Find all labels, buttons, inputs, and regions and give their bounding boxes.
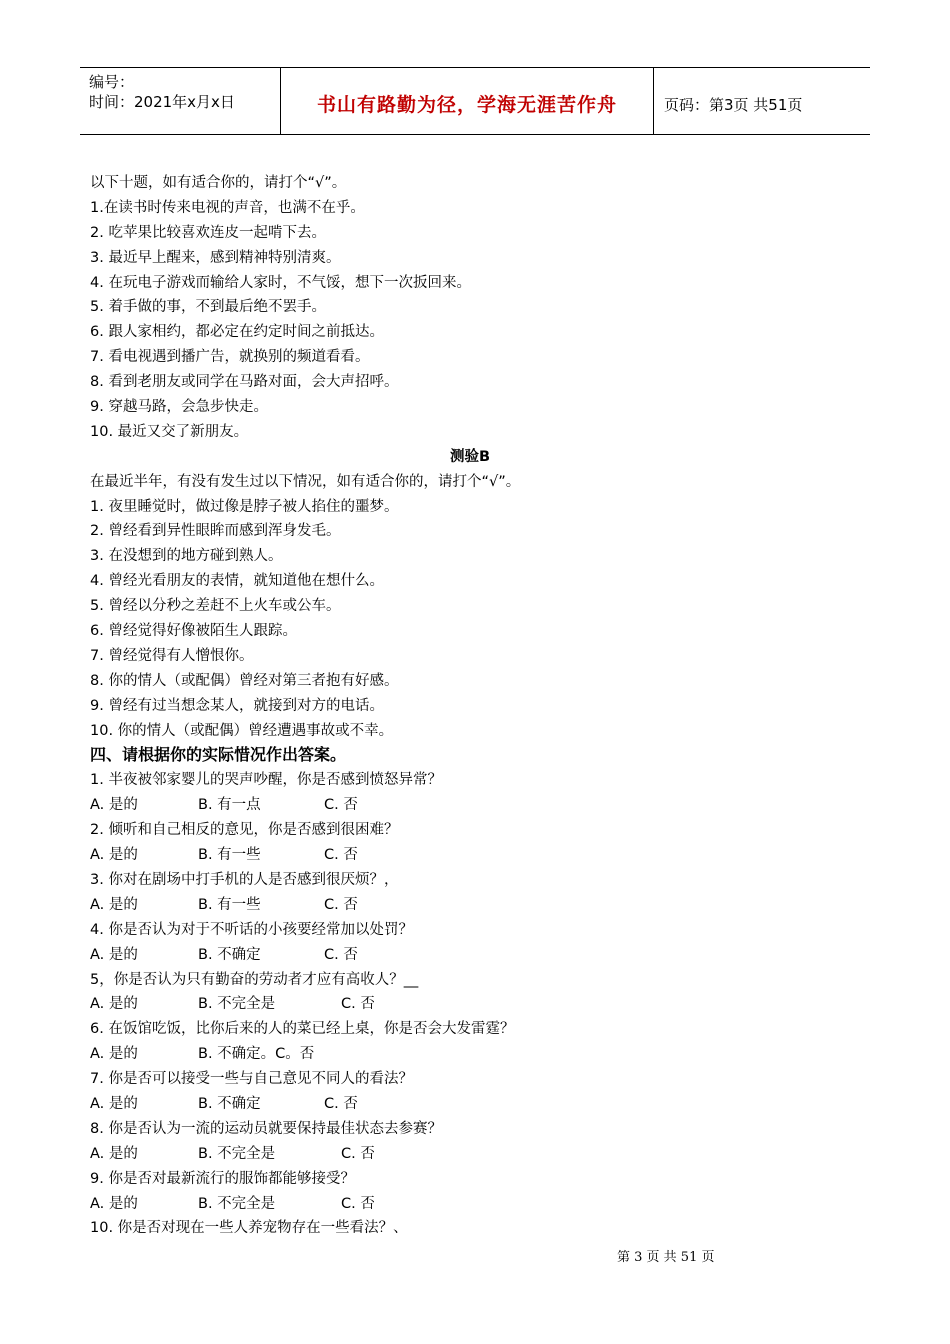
- section-four-heading: 四、请根据你的实际惜况作出答案。: [90, 745, 347, 765]
- list-item: 10. 最近又交了新朋友。: [90, 423, 249, 440]
- test-b-list: [90, 495, 850, 744]
- option-c: C. 否: [324, 946, 358, 963]
- list-item: 8. 看到老朋友或同学在马路对面，会大声招呼。: [90, 374, 399, 391]
- option-b: B. 不完全是: [198, 996, 276, 1013]
- option-b: B. 不完全是: [198, 1145, 276, 1162]
- option-b: B. 不确定。C。否: [198, 1046, 315, 1063]
- list-item: 7. 曾经觉得有人憎恨你。: [90, 647, 254, 664]
- option-a: A. 是的: [90, 1095, 138, 1112]
- question-text: 7. 你是否可以接受一些与自己意见不同人的看法？: [90, 1071, 413, 1088]
- document-body: [90, 171, 850, 1241]
- option-a: A. 是的: [90, 996, 138, 1013]
- list-item: 1. 夜里睡觉时，做过像是脖子被人掐住的噩梦。: [90, 498, 399, 515]
- list-item: 7. 看电视遇到播广告，就换别的频道看看。: [90, 349, 370, 366]
- question-text: 9. 你是否对最新流行的服饰都能够接受？: [90, 1170, 355, 1187]
- option-c: C. 否: [324, 797, 358, 814]
- option-b: B. 有一些: [198, 847, 261, 864]
- answer-options: [90, 793, 850, 818]
- option-a: A. 是的: [90, 1046, 138, 1063]
- document-number-label: 编号：: [89, 73, 135, 91]
- option-b: B. 有一点: [198, 797, 261, 814]
- list-item: 6. 曾经觉得好像被陌生人跟踪。: [90, 623, 297, 640]
- question-text: 8. 你是否认为一流的运动员就要保持最佳状态去参赛？: [90, 1120, 442, 1137]
- page-footer: 第 3 页 共 51 页: [617, 1250, 715, 1265]
- option-b: B. 不确定: [198, 1095, 261, 1112]
- list-item: 9. 穿越马路，会急步快走。: [90, 399, 268, 416]
- header-info-cell: [80, 68, 281, 134]
- test-b-intro: 在最近半年，有没有发生过以下情况，如有适合你的，请打个“√”。: [90, 473, 521, 490]
- option-a: A. 是的: [90, 946, 138, 963]
- option-c: C. 否: [341, 1195, 375, 1212]
- question-text: 4. 你是否认为对于不听话的小孩要经常加以处罚？: [90, 921, 413, 938]
- question-text: 5，你是否认为只有勤奋的劳动者才应有高收人？__: [90, 971, 419, 988]
- document-header: [80, 67, 870, 135]
- option-a: A. 是的: [90, 896, 138, 913]
- header-page-number: 页码：第3页 共51页: [664, 96, 803, 114]
- test-a-intro: 以下十题，如有适合你的，请打个“√”。: [90, 175, 347, 191]
- option-c: C. 否: [324, 847, 358, 864]
- answer-options: [90, 893, 850, 918]
- option-c: C. 否: [324, 896, 358, 913]
- question-text: 2. 倾听和自己相反的意见，你是否感到很困难？: [90, 822, 399, 839]
- question-text: 10. 你是否对现在一些人养宠物存在一些看法？、: [90, 1220, 408, 1237]
- option-a: A. 是的: [90, 1195, 138, 1212]
- test-a-list: [90, 196, 850, 445]
- header-motto-cell: [281, 68, 654, 134]
- section-four-questions: [90, 768, 850, 1241]
- test-b-title: 测验B: [449, 448, 491, 465]
- option-a: A. 是的: [90, 847, 138, 864]
- list-item: 2. 吃苹果比较喜欢连皮一起啃下去。: [90, 224, 326, 241]
- question-text: 6. 在饭馆吃饭，比你后来的人的菜已经上桌，你是否会大发雷霆？: [90, 1021, 515, 1038]
- option-a: A. 是的: [90, 797, 138, 814]
- option-c: C. 否: [341, 1145, 375, 1162]
- list-item: 10. 你的情人（或配偶）曾经遭遇事故或不幸。: [90, 722, 394, 739]
- list-item: 5. 曾经以分秒之差赶不上火车或公车。: [90, 598, 341, 615]
- list-item: 5. 着手做的事，不到最后绝不罢手。: [90, 299, 326, 316]
- list-item: 1.在读书时传来电视的声音，也满不在乎。: [90, 199, 365, 216]
- list-item: 3. 最近早上醒来，感到精神特别清爽。: [90, 249, 341, 266]
- document-date-label: 时间：2021年x月x日: [89, 93, 235, 111]
- answer-options: [90, 1042, 850, 1067]
- list-item: 4. 在玩电子游戏而输给人家时，不气馁，想下一次扳回来。: [90, 274, 471, 291]
- answer-options: [90, 992, 850, 1017]
- option-b: B. 不确定: [198, 946, 261, 963]
- list-item: 2. 曾经看到异性眼眸而感到浑身发毛。: [90, 523, 341, 540]
- list-item: 8. 你的情人（或配偶）曾经对第三者抱有好感。: [90, 672, 399, 689]
- list-item: 9. 曾经有过当想念某人，就接到对方的电话。: [90, 697, 384, 714]
- answer-options: [90, 843, 850, 868]
- option-b: B. 有一些: [198, 896, 261, 913]
- option-c: C. 否: [341, 996, 375, 1013]
- header-page-cell: [654, 68, 870, 134]
- list-item: 6. 跟人家相约，都必定在约定时间之前抵达。: [90, 324, 384, 341]
- answer-options: [90, 943, 850, 968]
- question-text: 1. 半夜被邻家婴儿的哭声吵醒，你是否感到愤怒异常？: [90, 772, 442, 789]
- option-b: B. 不完全是: [198, 1195, 276, 1212]
- header-motto: 书山有路勤为径，学海无涯苦作舟: [316, 94, 617, 116]
- answer-options: [90, 1142, 850, 1167]
- list-item: 4. 曾经光看朋友的表情，就知道他在想什么。: [90, 573, 384, 590]
- option-a: A. 是的: [90, 1145, 138, 1162]
- question-text: 3. 你对在剧场中打手机的人是否感到很厌烦？，: [90, 871, 399, 888]
- answer-options: [90, 1192, 850, 1217]
- option-c: C. 否: [324, 1095, 358, 1112]
- list-item: 3. 在没想到的地方碰到熟人。: [90, 548, 283, 565]
- answer-options: [90, 1092, 850, 1117]
